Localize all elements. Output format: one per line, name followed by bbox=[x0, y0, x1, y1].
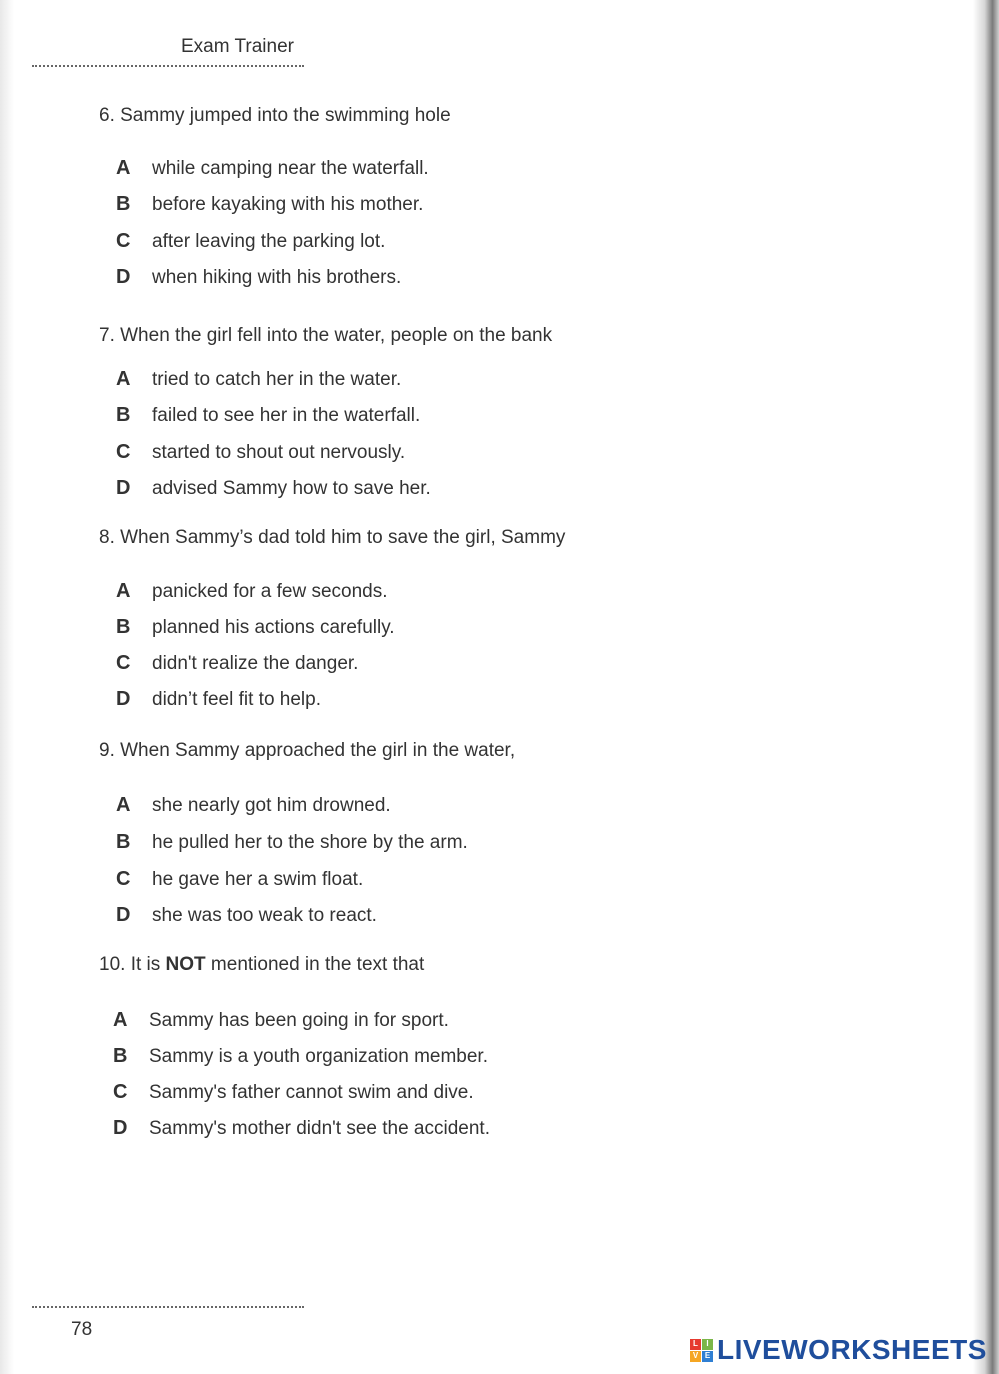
question-10-option-d[interactable] bbox=[113, 1117, 490, 1140]
option-text: didn't realize the danger. bbox=[152, 653, 359, 674]
option-letter: D bbox=[116, 904, 131, 926]
option-letter: C bbox=[116, 441, 131, 463]
option-text: Sammy's mother didn't see the accident. bbox=[149, 1118, 490, 1139]
question-10-option-a[interactable] bbox=[113, 1009, 449, 1032]
option-letter: C bbox=[116, 868, 131, 890]
option-text: before kayaking with his mother. bbox=[152, 194, 424, 215]
question-6-option-c[interactable] bbox=[116, 230, 385, 253]
logo-tile: E bbox=[702, 1351, 713, 1362]
option-letter: B bbox=[116, 404, 131, 426]
option-letter: B bbox=[116, 831, 131, 853]
logo-tile: L bbox=[690, 1339, 701, 1350]
option-text: she was too weak to react. bbox=[152, 905, 377, 926]
option-letter: B bbox=[116, 193, 131, 215]
option-letter: B bbox=[116, 616, 131, 638]
question-9-option-a[interactable] bbox=[116, 794, 391, 817]
option-letter: A bbox=[116, 580, 131, 602]
question-8-stem: 8. When Sammy’s dad told him to save the girl, Sammy bbox=[99, 527, 566, 548]
question-8-option-c[interactable] bbox=[116, 652, 358, 675]
option-letter: B bbox=[113, 1045, 128, 1067]
option-text: he gave her a swim float. bbox=[152, 869, 364, 890]
option-text: advised Sammy how to save her. bbox=[152, 478, 431, 499]
liveworksheets-brand[interactable] bbox=[690, 1334, 987, 1366]
option-letter: C bbox=[116, 230, 131, 252]
question-6-option-a[interactable] bbox=[116, 157, 429, 180]
option-text: Sammy is a youth organization member. bbox=[149, 1046, 488, 1067]
question-10-option-b[interactable] bbox=[113, 1045, 488, 1068]
question-10-stem bbox=[99, 954, 424, 976]
option-letter: C bbox=[113, 1081, 128, 1103]
question-9-option-b[interactable] bbox=[116, 831, 468, 854]
question-7-stem: 7. When the girl fell into the water, people on the bank bbox=[99, 325, 553, 346]
question-10-option-c[interactable] bbox=[113, 1081, 474, 1104]
question-6-option-b[interactable] bbox=[116, 193, 423, 216]
question-8-option-d[interactable] bbox=[116, 688, 321, 711]
option-text: Sammy's father cannot swim and dive. bbox=[149, 1082, 474, 1103]
page-left-edge-shadow bbox=[0, 0, 14, 1374]
question-10-stem-emphasis: NOT bbox=[165, 954, 206, 975]
question-7-option-b[interactable] bbox=[116, 404, 420, 427]
option-text: tried to catch her in the water. bbox=[152, 369, 402, 390]
option-text: started to shout out nervously. bbox=[152, 442, 406, 463]
option-letter: A bbox=[116, 157, 131, 179]
option-text: didn’t feel fit to help. bbox=[152, 689, 321, 710]
option-letter: A bbox=[116, 794, 131, 816]
logo-tile: I bbox=[702, 1339, 713, 1350]
header-title: Exam Trainer bbox=[181, 36, 294, 57]
question-8-option-b[interactable] bbox=[116, 616, 395, 639]
option-text: after leaving the parking lot. bbox=[152, 231, 386, 252]
option-text: while camping near the waterfall. bbox=[152, 158, 429, 179]
question-7-option-a[interactable] bbox=[116, 368, 401, 391]
page-number: 78 bbox=[71, 1319, 93, 1340]
brand-wordmark: LIVEWORKSHEETS bbox=[717, 1334, 987, 1365]
option-text: planned his actions carefully. bbox=[152, 617, 395, 638]
logo-tile: V bbox=[690, 1351, 701, 1362]
question-7-option-d[interactable] bbox=[116, 477, 431, 500]
option-letter: D bbox=[116, 477, 131, 499]
option-text: Sammy has been going in for sport. bbox=[149, 1010, 449, 1031]
question-9-stem: 9. When Sammy approached the girl in the water, bbox=[99, 740, 516, 761]
footer-dotted-rule bbox=[32, 1306, 304, 1308]
question-6-stem: 6. Sammy jumped into the swimming hole bbox=[99, 105, 451, 126]
question-6-option-d[interactable] bbox=[116, 266, 401, 289]
option-text: she nearly got him drowned. bbox=[152, 795, 391, 816]
option-text: failed to see her in the waterfall. bbox=[152, 405, 421, 426]
question-10-stem-start: 10. It is bbox=[99, 954, 166, 975]
option-letter: D bbox=[113, 1117, 128, 1139]
page-right-edge-shadow bbox=[973, 0, 999, 1374]
option-text: when hiking with his brothers. bbox=[152, 267, 402, 288]
option-letter: A bbox=[113, 1009, 128, 1031]
question-9-option-c[interactable] bbox=[116, 868, 363, 891]
option-letter: D bbox=[116, 266, 131, 288]
question-10-stem-end: mentioned in the text that bbox=[205, 954, 425, 975]
option-letter: C bbox=[116, 652, 131, 674]
question-7-option-c[interactable] bbox=[116, 441, 405, 464]
option-letter: A bbox=[116, 368, 131, 390]
header-dotted-rule bbox=[32, 65, 304, 67]
option-text: he pulled her to the shore by the arm. bbox=[152, 832, 468, 853]
liveworksheets-logo-icon bbox=[690, 1339, 713, 1362]
question-8-option-a[interactable] bbox=[116, 580, 388, 603]
question-9-option-d[interactable] bbox=[116, 904, 377, 927]
option-text: panicked for a few seconds. bbox=[152, 581, 388, 602]
option-letter: D bbox=[116, 688, 131, 710]
